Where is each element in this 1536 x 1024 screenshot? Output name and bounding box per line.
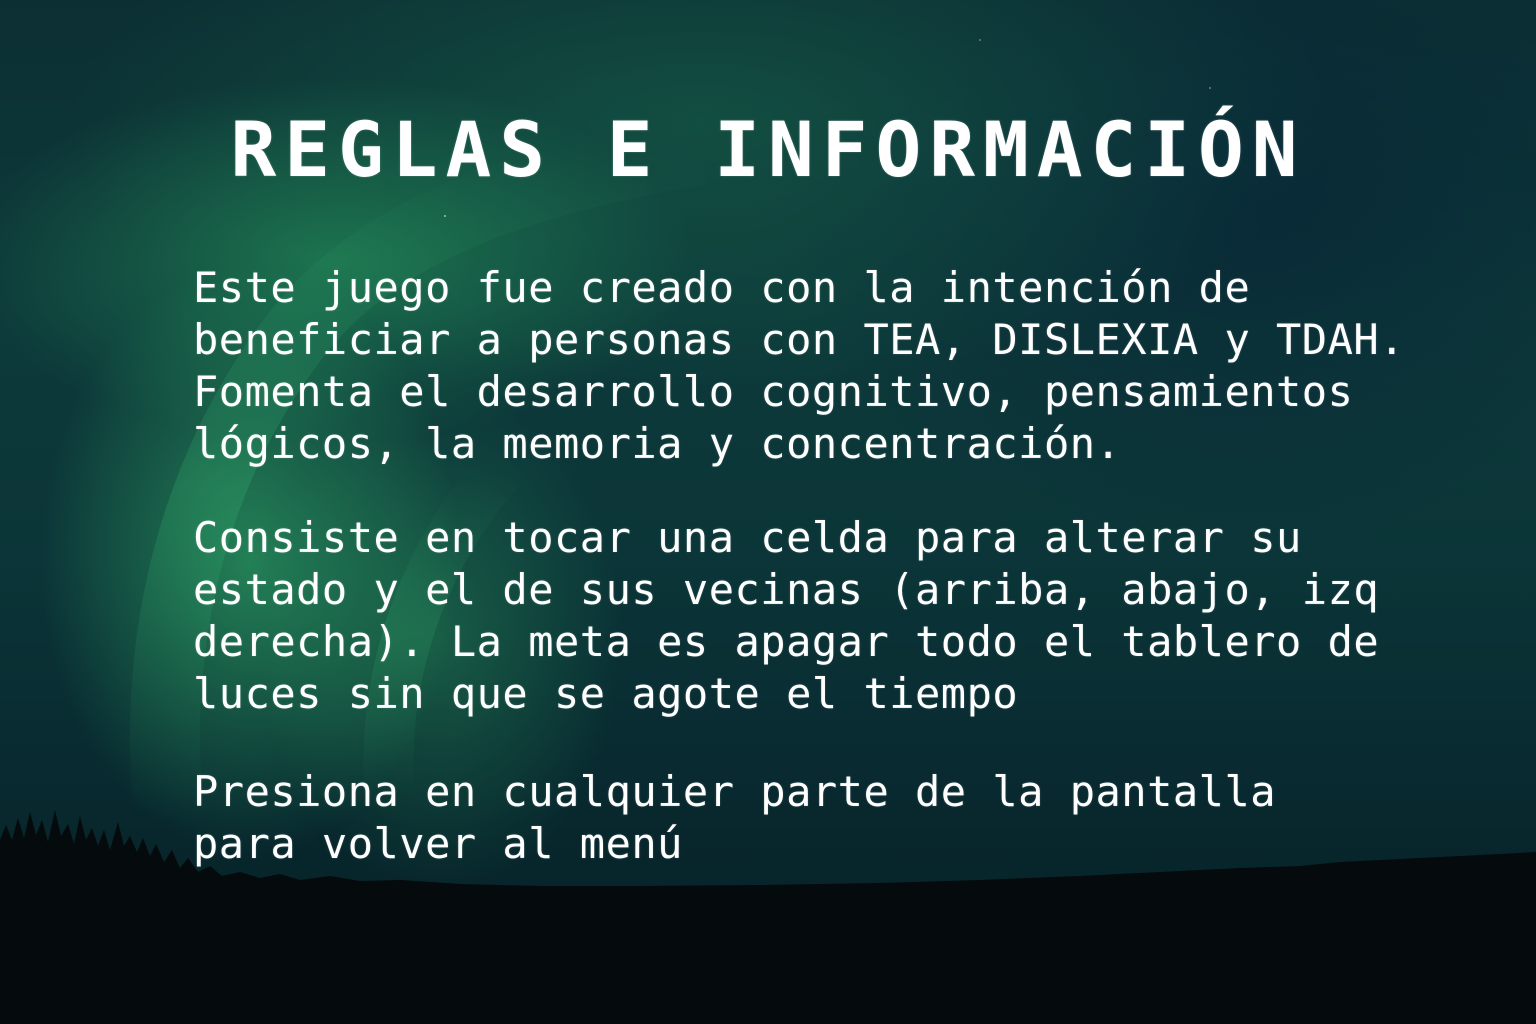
page-title: REGLAS E INFORMACIÓN	[230, 105, 1306, 194]
info-paragraph: Este juego fue creado con la intención de beneficiar a personas con TEA, DISLEXIA y TDAH. Fomenta el desarrollo cognitivo, pensamientos lógicos, la memoria y concentración.	[193, 263, 1405, 468]
return-instruction: Presiona en cualquier parte de la pantalla para volver al menú	[193, 767, 1277, 868]
rules-paragraph: Consiste en tocar una celda para alterar su estado y el de sus vecinas (arriba, abajo, izq derecha). La meta es apagar todo el tablero de luces sin que se agote el tiempo	[193, 513, 1380, 718]
